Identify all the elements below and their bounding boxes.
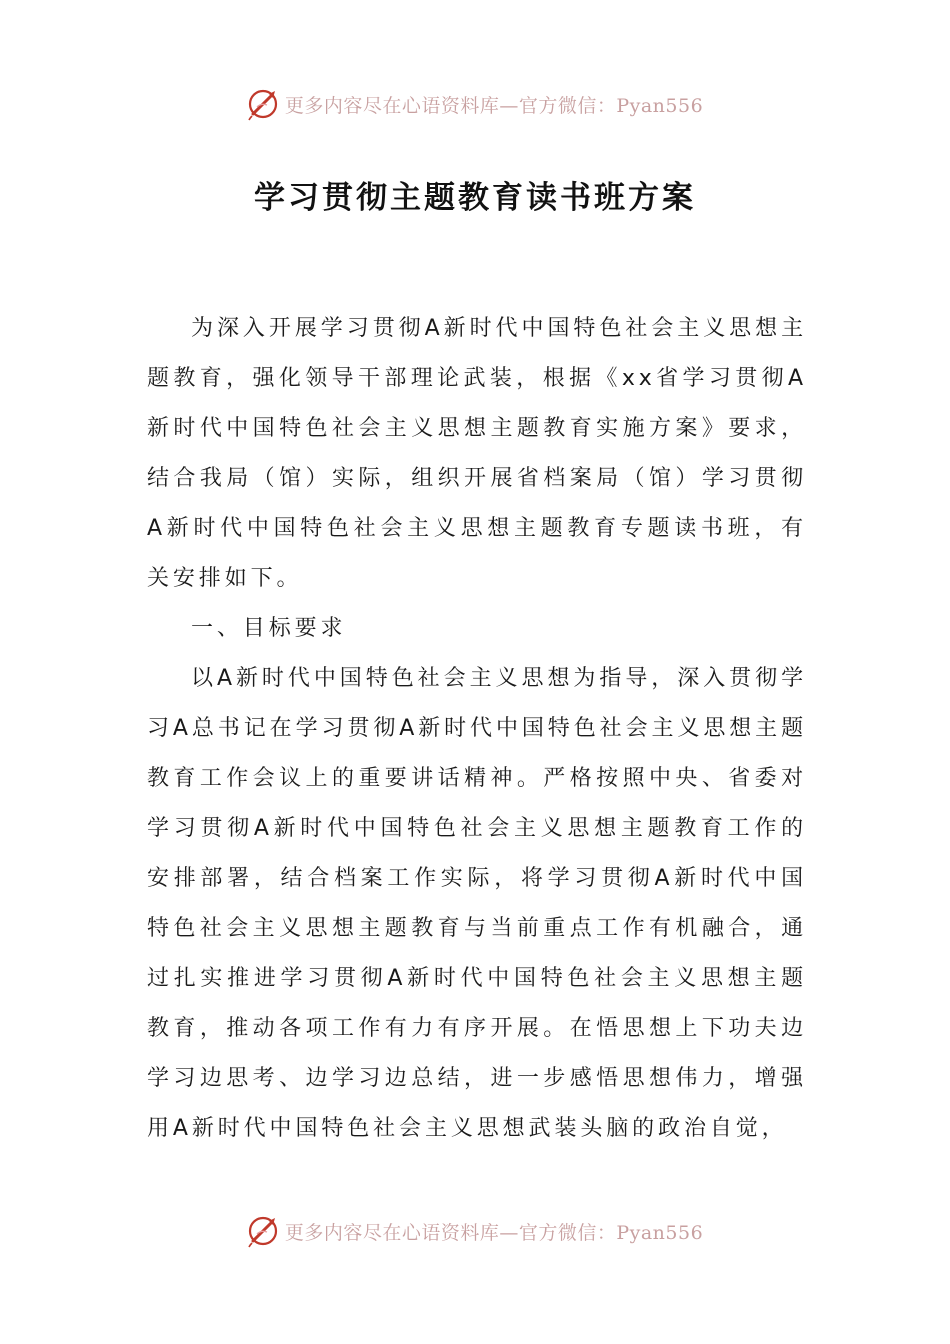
watermark-banner-top <box>0 82 950 126</box>
section-heading-goals: 一、目标要求 <box>191 616 347 641</box>
intro-paragraph: 为深入开展学习贯彻A新时代中国特色社会主义思想主题教育，强化领导干部理论武装，根据《xx省学习贯彻A新时代中国特色社会主义思想主题教育实施方案》要求，结合我局（馆）实际，组织开展省档案局（馆）学习贯彻A新时代中国特色社会主义思想主题教育专题读书班，有关安排如下。 <box>147 316 807 591</box>
watermark-text: 更多内容尽在心语资料库—官方微信：Pyan556 <box>284 94 704 117</box>
document-body <box>147 304 807 1154</box>
goals-paragraph: 以A新时代中国特色社会主义思想为指导，深入贯彻学习A总书记在学习贯彻A新时代中国特色社会主义思想主题教育工作会议上的重要讲话精神。严格按照中央、省委对学习贯彻A新时代中国特色社会主义思想主题教育工作的安排部署，结合档案工作实际，将学习贯彻A新时代中国特色社会主义思想主题教育与当前重点工作有机融合，通过扎实推进学习贯彻A新时代中国特色社会主义思想主题教育，推动各项工作有力有序开展。在悟思想上下功夫边学习边思考、边学习边总结，进一步感悟思想伟力，增强用A新时代中国特色社会主义思想武装头脑的政治自觉， <box>147 666 807 1141</box>
pen-logo-icon <box>247 1214 281 1248</box>
document-title: 学习贯彻主题教育读书班方案 <box>254 180 696 216</box>
watermark-banner-bottom <box>0 1209 950 1253</box>
watermark-text: 更多内容尽在心语资料库—官方微信：Pyan556 <box>284 1221 704 1244</box>
pen-logo-icon <box>247 87 281 121</box>
